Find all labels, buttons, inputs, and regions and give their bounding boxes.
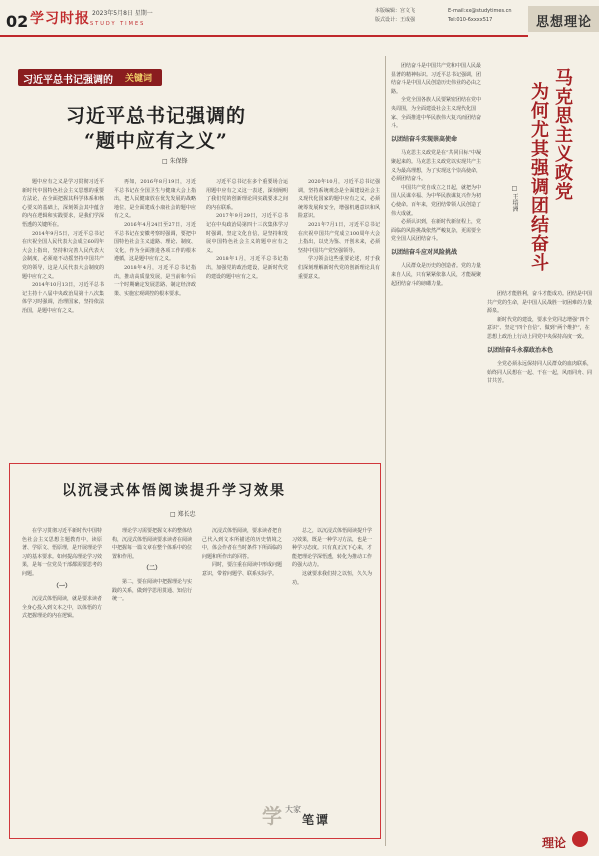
paragraph: 团结奋斗是中国共产党和中国人民最显著的精神标识。习近平总书记强调，团结奋斗是中国人民创造历史伟业的必由之路。 bbox=[391, 63, 482, 95]
article-column bbox=[202, 527, 282, 827]
paragraph: 总之，以沉浸式体悟阅读提升学习效果，既是一种学习方法，也是一种学习态度。只有真正沉下心来，才能把理论学深悟透，转化为推动工作的强大动力。 bbox=[292, 528, 372, 569]
phone-line: Tel:010-6xxxx517 bbox=[448, 17, 493, 23]
issue-date: 2023年5月8日 星期一 bbox=[92, 10, 153, 17]
article-subheading: 以团结奋斗实现崇高使命 bbox=[391, 135, 458, 143]
paragraph: 沉浸式体悟阅读，就是要求读者全身心投入到文本之中，以体悟的方式把握理论的内在逻辑。 bbox=[22, 596, 102, 620]
paragraph: 马克思主义政党是在“共同目标”中凝聚起来的。马克思主义政党以实现共产主义为最高理想，为了实现这个崇高使命，必须团结奋斗。 bbox=[391, 150, 482, 183]
footer-logo: 理论 bbox=[542, 836, 567, 850]
paragraph: 这就要求我们持之以恒，久久为功。 bbox=[292, 570, 372, 586]
column-logo-text: 笔谭 bbox=[302, 813, 331, 827]
page-number: 02 bbox=[6, 12, 29, 31]
article-column bbox=[206, 178, 288, 450]
editor-info bbox=[375, 7, 415, 25]
paragraph: 题中应有之义是学习贯彻习近平新时代中国特色社会主义思想的重要方法论，在全面把握其科学体系和核心要义的基础上，深刻领会其中蕴含的内在逻辑和实践要求，是我们学深悟透的关键所在。 bbox=[22, 179, 104, 228]
paragraph: 理论学习需要把握文本的整体结构，沉浸式体悟阅读要求读者在阅读中把握每一篇文章在整个体系中的位置和作用。 bbox=[112, 528, 192, 560]
article-subheading: 以团结奋斗应对风险挑战 bbox=[391, 248, 458, 256]
paragraph: 沉浸式体悟阅读，要求读者把自己代入到文本所描述的历史情境之中，体会作者在当时条件下所面临的问题和所作出的回答。 bbox=[202, 528, 282, 560]
paragraph: 全党必须永远保持同人民群众的血肉联系，始终同人民想在一起、干在一起，风雨同舟、同甘共苦。 bbox=[487, 361, 593, 385]
paragraph: 团结才能胜利，奋斗才能成功。团结是中国共产党的生命，是中国人民战胜一切困难的力量源泉。 bbox=[487, 291, 593, 315]
article-column bbox=[487, 290, 593, 830]
article-column bbox=[298, 178, 380, 450]
paragraph: 2020年10月，习近平总书记强调，坚持系统观念是全面建设社会主义现代化国家的题中应有之义，必须统筹发展和安全，增强机遇意识和风险意识。 bbox=[298, 179, 380, 220]
paragraph: 人民群众是历史的创造者。党的力量来自人民，只有紧紧依靠人民，才能凝聚起团结奋斗的磅礴力量。 bbox=[391, 263, 482, 287]
article-byline: □ 王培洲 bbox=[511, 185, 518, 212]
topic-banner-title: 习近平总书记强调的 bbox=[23, 75, 113, 86]
article-column bbox=[292, 527, 372, 789]
footer-emblem-icon bbox=[572, 831, 588, 847]
article-column bbox=[114, 178, 196, 450]
paragraph: 2018年1月，习近平总书记指出，加强党的政治建设，是新时代党的建设的题中应有之义。 bbox=[206, 256, 288, 280]
paragraph: 全党全国各族人民要紧密团结在党中央周围，为全面建设社会主义现代化国家、全面推进中华民族伟大复兴而团结奋斗。 bbox=[391, 97, 482, 130]
paragraph: 习近平总书记在多个重要场合运用题中应有之义这一表述，深刻阐明了我们党的创新理论同实践要求之间的内在联系。 bbox=[206, 179, 288, 211]
column-logo-glyph: 学 bbox=[262, 804, 282, 828]
masthead-english: STUDY TIMES bbox=[90, 21, 146, 27]
designer-line: 版式设计：王成强 bbox=[375, 17, 416, 23]
masthead-logo: 学习时报 bbox=[30, 11, 90, 27]
contact-info bbox=[448, 7, 512, 25]
paragraph: 在学习贯彻习近平新时代中国特色社会主义思想主题教育中，读原著、学原文、悟原理，是开展理论学习的基本要求。如何提高理论学习效果，是每一位党员干部都需要思考的问题。 bbox=[22, 528, 102, 577]
paragraph: 再如，2016年8月19日，习近平总书记在全国卫生与健康大会上指出，把人民健康放在优先发展的战略地位，是全面建成小康社会的题中应有之义。 bbox=[114, 179, 196, 220]
article-title-vertical: 马克思主义政党 bbox=[552, 68, 573, 201]
article-title-vertical: 为何尤其强调团结奋斗 bbox=[528, 82, 549, 272]
paragraph: 2017年9月29日，习近平总书记在中央政治局第四十三次集体学习时强调，坚定文化自信，是坚持和发展中国特色社会主义的题中应有之义。 bbox=[206, 213, 288, 254]
paragraph: 2018年4月，习近平总书记指出，推动高质量发展，是当前和今后一个时期确定发展思路、制定经济政策、实施宏观调控的根本要求。 bbox=[114, 264, 196, 297]
column-divider bbox=[385, 56, 386, 846]
paragraph: 2016年4月24日至27日，习近平总书记在安徽考察时强调，要把中国特色社会主义道路、理论、制度、文化，作为全面推进各项工作的根本遵循，这是题中应有之义。 bbox=[114, 221, 196, 263]
article-column bbox=[391, 62, 485, 842]
paragraph: 第二，要在阅读中把握理论与实践的关系，做到学思用贯通、知信行统一。 bbox=[112, 578, 192, 603]
article-body bbox=[22, 527, 374, 827]
paragraph: 2014年9月5日，习近平总书记在庆祝全国人民代表大会成立60周年大会上指出，坚持和完善人民代表大会制度，必须毫不动摇坚持中国共产党的领导，这是人民代表大会制度的题中应有之义。 bbox=[22, 230, 104, 280]
article-column bbox=[22, 178, 104, 450]
article-body bbox=[22, 178, 380, 450]
section-title: 思想理论 bbox=[536, 15, 593, 30]
header-divider bbox=[0, 35, 528, 37]
paragraph: 必须认识到，在新时代新征程上，党面临的风险挑战依然严峻复杂，更需要全党全国人民团结奋斗。 bbox=[391, 219, 482, 243]
paragraph: 新时代党的建设，要求全党同志增强“四个意识”、坚定“四个自信”、做到“两个维护”，在思想上政治上行动上同党中央保持高度一致。 bbox=[487, 316, 590, 340]
paragraph: 同时，要注重在阅读中形成问题意识，带着问题学、联系实际学。 bbox=[202, 562, 282, 577]
paragraph: 2014年10月13日，习近平总书记主持十八届中央政治局第十八次集体学习时强调，治理国家，坚持依法治国，是题中应有之义。 bbox=[22, 282, 104, 314]
editor-line: 本版编辑：宫文飞 bbox=[375, 8, 416, 14]
article-title-line: “题中应有之义” bbox=[84, 130, 228, 152]
paragraph: 2021年7月1日，习近平总书记在庆祝中国共产党成立100周年大会上指出，以史为鉴、开创未来，必须坚持中国共产党坚强领导。 bbox=[298, 221, 380, 254]
email-line: E-mail:xx@studytimes.cn bbox=[448, 8, 512, 14]
paragraph: 中国共产党自成立之日起，就把为中国人民谋幸福、为中华民族谋复兴作为初心使命。百年来，党团结带领人民创造了伟大成就。 bbox=[391, 184, 482, 217]
paragraph: 学习领会这些重要论述，对于我们深刻理解新时代党的创新理论具有重要意义。 bbox=[298, 256, 380, 280]
article-column bbox=[112, 527, 192, 827]
article-column bbox=[22, 527, 102, 827]
topic-banner-keyword: 关键词 bbox=[125, 74, 153, 84]
article-title-line: 习近平总书记强调的 bbox=[66, 105, 247, 127]
article-subheading: 以团结奋斗永葆政治本色 bbox=[487, 346, 554, 354]
section-mark: （二） bbox=[142, 565, 161, 573]
article-byline: □ 郑长忠 bbox=[170, 511, 196, 518]
article-byline: □ 朱保锋 bbox=[162, 158, 188, 165]
column-logo-label: 大家 bbox=[285, 805, 301, 814]
article-title: 以沉浸式体悟阅读提升学习效果 bbox=[62, 483, 286, 499]
section-mark: （一） bbox=[52, 582, 71, 590]
